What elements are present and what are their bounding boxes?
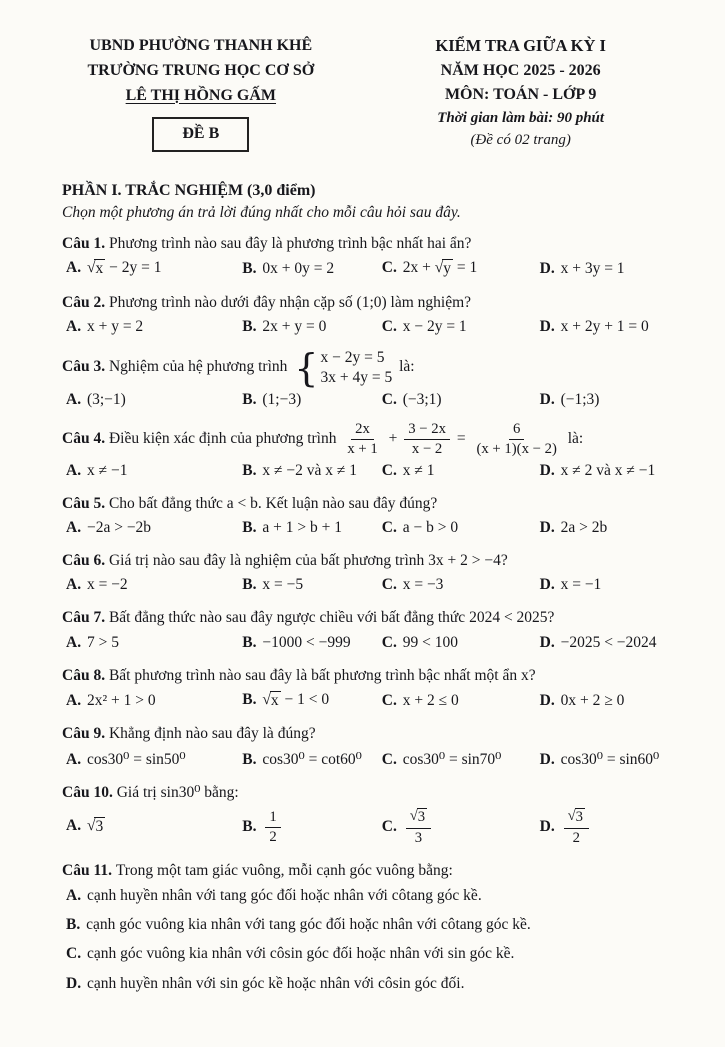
option-key: B.: [66, 916, 85, 934]
option-key: D.: [539, 750, 559, 768]
option-key: C.: [381, 633, 401, 651]
question-label: Câu 1.: [62, 235, 109, 253]
option-key: A.: [66, 259, 85, 277]
answer-option: [540, 750, 679, 769]
option-value: −1000 < −999: [262, 633, 351, 651]
pages-note: (Đề có 02 trang): [470, 132, 571, 149]
answer-option: [66, 462, 234, 480]
option-value: √ x − 1 < 0: [262, 690, 330, 709]
option-value: 99 < 100: [402, 633, 458, 651]
option-value: 0x + 0y = 2: [262, 260, 335, 278]
answer-option: [66, 750, 234, 769]
answer-option: [382, 259, 532, 279]
option-key: D.: [539, 391, 559, 409]
option-value: 2x² + 1 > 0: [86, 691, 156, 709]
answer-option: [242, 462, 373, 480]
section-instruction: Chọn một phương án trả lời đúng nhất cho mỗi câu hỏi sau đây.: [62, 204, 461, 222]
section-title: PHẦN I. TRẮC NGHIỆM (3,0 điểm): [62, 182, 316, 200]
question-text: Trong một tam giác vuông, mỗi cạnh góc vuông bằng:: [115, 861, 453, 879]
options-row: [66, 318, 679, 336]
question: [58, 492, 679, 537]
answer-option: [66, 692, 234, 710]
options-row: [66, 259, 679, 279]
options-row: [66, 750, 679, 769]
exam-title-block: [362, 34, 679, 152]
options-row: [66, 391, 679, 409]
option-key: B.: [242, 576, 261, 594]
option-key: A.: [66, 519, 85, 537]
question-line: [62, 664, 679, 687]
option-key: C.: [381, 318, 401, 336]
answer-option: [66, 913, 679, 936]
option-value: x + 2 ≤ 0: [402, 691, 459, 709]
answer-option: [382, 391, 532, 409]
exam-code-label: ĐỀ B: [182, 125, 220, 143]
question: [58, 421, 679, 480]
option-key: A.: [66, 750, 85, 768]
option-value: x + 3y = 1: [560, 260, 625, 278]
option-key: B.: [242, 690, 261, 708]
question-text: Bất đẳng thức nào sau đây ngược chiều với bất đẳng thức 2024 < 2025?: [108, 609, 555, 627]
school-year: NĂM HỌC 2025 - 2026: [440, 61, 601, 79]
question-text: Điều kiện xác định của phương trình $\frac{2x}{x + 1}$ + $\frac{3 - 2x}{x - 2}$ = $\frac{6}{(x + 1)(x - 2)}$ là:: [108, 421, 584, 457]
options-row: [66, 576, 679, 594]
fraction: $\frac{2x}{x + 1}$: [347, 421, 378, 457]
option-value: x ≠ 1: [402, 461, 435, 479]
option-value: cạnh huyền nhân với tang góc đối hoặc nhân với côtang góc kề.: [86, 886, 482, 904]
option-key: A.: [66, 461, 85, 479]
question-label: Câu 8.: [62, 666, 109, 684]
answer-option: [242, 260, 373, 278]
question: [58, 859, 679, 995]
question-text: Phương trình nào sau đây là phương trình bậc nhất hai ẩn?: [108, 235, 472, 253]
options-row: [66, 519, 679, 537]
answer-option: [66, 259, 234, 279]
option-value: 7 > 5: [86, 633, 119, 651]
option-value: (−3;1): [402, 391, 442, 409]
answer-option: [382, 318, 532, 336]
option-value: x ≠ −2 và x ≠ 1: [262, 461, 358, 479]
answer-option: [382, 692, 532, 710]
option-value: [262, 808, 283, 845]
question-text: Cho bất đẳng thức a < b. Kết luận nào sau đây đúng?: [108, 494, 438, 512]
option-value: 2x + √ y = 1: [402, 259, 478, 278]
option-key: C.: [381, 461, 401, 479]
option-key: D.: [539, 633, 559, 651]
option-value: x ≠ 2 và x ≠ −1: [560, 461, 656, 479]
question-line: [62, 781, 679, 804]
question-line: [62, 606, 679, 629]
option-value: x + y = 2: [86, 318, 144, 336]
answer-option: [540, 519, 679, 537]
question-label: Câu 4.: [62, 430, 109, 448]
option-key: C.: [381, 817, 401, 835]
subject-line: MÔN: TOÁN - LỚP 9: [444, 85, 597, 103]
question-line: [62, 291, 679, 314]
fraction: √ 3 3: [406, 808, 431, 847]
answer-option: [540, 808, 679, 847]
equation-system: { x − 2y = 5 3x + 4y = 5: [294, 345, 393, 390]
answer-option: [540, 576, 679, 594]
exam-title: KIỂM TRA GIỮA KỲ I: [435, 36, 606, 55]
options-row: [66, 462, 679, 480]
answer-option: [242, 576, 373, 594]
question-line: [62, 232, 679, 255]
answer-option: [242, 809, 373, 846]
sqrt-expression: √ y: [434, 259, 451, 278]
options-row: [66, 808, 679, 847]
option-key: D.: [539, 260, 559, 278]
question: [58, 664, 679, 711]
options-row: [66, 884, 679, 995]
answer-option: [540, 462, 679, 480]
option-value: cos30⁰ = cot60⁰: [262, 750, 362, 768]
question-line: [62, 859, 679, 882]
answer-option: [66, 817, 234, 837]
question-label: Câu 7.: [62, 609, 109, 627]
sqrt-expression: √ x: [262, 690, 279, 709]
answer-option: [242, 318, 373, 336]
option-value: 2a > 2b: [560, 519, 608, 537]
option-value: −2a > −2b: [86, 519, 152, 537]
answer-option: [66, 519, 234, 537]
question: [58, 291, 679, 336]
option-value: [561, 807, 592, 846]
answer-option: [382, 519, 532, 537]
option-value: (−1;3): [560, 391, 600, 409]
option-value: √ x − 2y = 1: [86, 259, 162, 278]
option-key: C.: [381, 576, 401, 594]
option-key: B.: [242, 519, 261, 537]
question-line: [62, 549, 679, 572]
option-value: cạnh góc vuông kia nhân với tang góc đối hoặc nhân với côtang góc kề.: [86, 916, 531, 934]
options-row: [66, 634, 679, 652]
sqrt-expression: √ 3: [409, 807, 426, 825]
fraction: $\frac{3 - 2x}{x - 2}$: [404, 421, 450, 458]
option-value: x = −3: [402, 576, 444, 594]
option-key: B.: [242, 391, 261, 409]
option-key: B.: [242, 817, 261, 835]
options-row: [66, 691, 679, 711]
exam-body: [58, 182, 679, 995]
question: [58, 549, 679, 594]
question-label: Câu 10.: [62, 783, 117, 801]
option-value: x = −2: [86, 576, 128, 594]
option-key: C.: [381, 391, 401, 409]
option-key: C.: [381, 259, 401, 277]
answer-option: [66, 391, 234, 409]
option-value: [87, 817, 105, 834]
question-text: Giá trị nào sau đây là nghiệm của bất phương trình 3x + 2 > −4?: [108, 552, 508, 570]
question: [58, 722, 679, 768]
option-value: [403, 807, 434, 846]
duration-note: Thời gian làm bài: 90 phút: [437, 109, 605, 126]
option-value: (3;−1): [86, 391, 126, 409]
option-key: D.: [539, 519, 559, 537]
option-key: A.: [66, 633, 85, 651]
option-key: A.: [66, 691, 85, 709]
answer-option: [382, 462, 532, 480]
answer-option: [382, 576, 532, 594]
option-value: 0x + 2 ≥ 0: [560, 691, 625, 709]
answer-option: [242, 691, 373, 711]
answer-option: [66, 972, 679, 995]
question-text: Bất phương trình nào sau đây là bất phương trình bậc nhất một ẩn x?: [108, 666, 536, 684]
fraction: $\frac{6}{(x + 1)(x - 2)}$: [476, 421, 557, 457]
question-text: Nghiệm của hệ phương trình { x − 2y = 5 3x + 4y = 5 là:: [108, 345, 415, 390]
option-value: 2x + y = 0: [262, 318, 327, 336]
option-value: (1;−3): [262, 391, 302, 409]
question-text: Giá trị sin30⁰ bằng:: [116, 783, 239, 801]
option-key: C.: [66, 945, 85, 963]
option-value: cạnh góc vuông kia nhân với côsin góc đối hoặc nhân với sin góc kề.: [86, 945, 515, 963]
option-key: D.: [539, 817, 559, 835]
answer-option: [66, 318, 234, 336]
answer-option: [66, 634, 234, 652]
question: [58, 232, 679, 279]
school-name: LÊ THỊ HỒNG GẤM: [125, 86, 277, 104]
question-label: Câu 9.: [62, 725, 109, 743]
option-key: D.: [539, 691, 559, 709]
question-line: [62, 722, 679, 745]
answer-option: [242, 391, 373, 409]
answer-option: [66, 576, 234, 594]
option-value: x − 2y = 1: [402, 318, 467, 336]
question-line: [62, 421, 679, 458]
fraction: √ 3 2: [564, 808, 589, 847]
answer-option: [66, 884, 679, 907]
option-key: B.: [242, 633, 261, 651]
option-key: B.: [242, 260, 261, 278]
answer-option: [66, 942, 679, 965]
question-label: Câu 3.: [62, 358, 109, 376]
question-label: Câu 6.: [62, 552, 109, 570]
sqrt-expression: √ 3: [567, 807, 584, 825]
question-label: Câu 5.: [62, 494, 109, 512]
option-value: x ≠ −1: [86, 461, 128, 479]
option-key: A.: [66, 886, 85, 904]
option-value: a + 1 > b + 1: [262, 519, 342, 537]
answer-option: [540, 692, 679, 710]
answer-option: [382, 808, 532, 847]
option-key: B.: [242, 461, 261, 479]
answer-option: [242, 750, 373, 769]
question-line: [62, 492, 679, 515]
option-key: C.: [381, 519, 401, 537]
answer-option: [540, 391, 679, 409]
exam-code-box: [152, 117, 249, 152]
question-label: Câu 2.: [62, 294, 109, 312]
option-value: cos30⁰ = sin70⁰: [402, 750, 502, 768]
exam-header: [58, 34, 679, 152]
question-label: Câu 11.: [62, 861, 116, 879]
option-value: cos30⁰ = sin50⁰: [86, 750, 186, 768]
answer-option: [540, 318, 679, 336]
fraction: $\frac{1}{2}$: [265, 809, 280, 846]
question-text: Phương trình nào dưới đây nhận cặp số (1;0) làm nghiệm?: [108, 294, 472, 312]
option-value: cạnh huyền nhân với sin góc kề hoặc nhân với côsin góc đối.: [86, 974, 465, 992]
question-line: [62, 345, 679, 390]
answer-option: [540, 634, 679, 652]
option-value: a − b > 0: [402, 519, 459, 537]
answer-option: [382, 750, 532, 769]
option-key: C.: [381, 691, 401, 709]
question: [58, 606, 679, 651]
option-key: D.: [539, 576, 559, 594]
option-key: D.: [66, 974, 85, 992]
option-key: C.: [381, 750, 401, 768]
option-key: D.: [539, 461, 559, 479]
question: [58, 345, 679, 409]
option-key: A.: [66, 576, 85, 594]
option-key: B.: [242, 750, 261, 768]
option-value: x = −5: [262, 576, 304, 594]
issuer-block: [58, 34, 344, 152]
questions-list: [58, 232, 679, 995]
sqrt-expression: √ 3: [86, 817, 104, 836]
issuer-line1: UBND PHƯỜNG THANH KHÊ: [89, 37, 313, 54]
answer-option: [242, 634, 373, 652]
option-key: A.: [66, 318, 85, 336]
option-key: A.: [66, 817, 85, 835]
answer-option: [540, 260, 679, 278]
option-key: D.: [539, 318, 559, 336]
option-value: x = −1: [560, 576, 602, 594]
option-value: cos30⁰ = sin60⁰: [560, 750, 660, 768]
option-key: B.: [242, 318, 261, 336]
question: [58, 781, 679, 847]
answer-option: [242, 519, 373, 537]
option-key: A.: [66, 391, 85, 409]
option-value: x + 2y + 1 = 0: [560, 318, 649, 336]
issuer-line2: TRƯỜNG TRUNG HỌC CƠ SỞ: [87, 61, 315, 79]
answer-option: [382, 634, 532, 652]
option-value: −2025 < −2024: [560, 633, 657, 651]
question-text: Khẳng định nào sau đây là đúng?: [108, 725, 316, 743]
sqrt-expression: √ x: [86, 259, 104, 278]
